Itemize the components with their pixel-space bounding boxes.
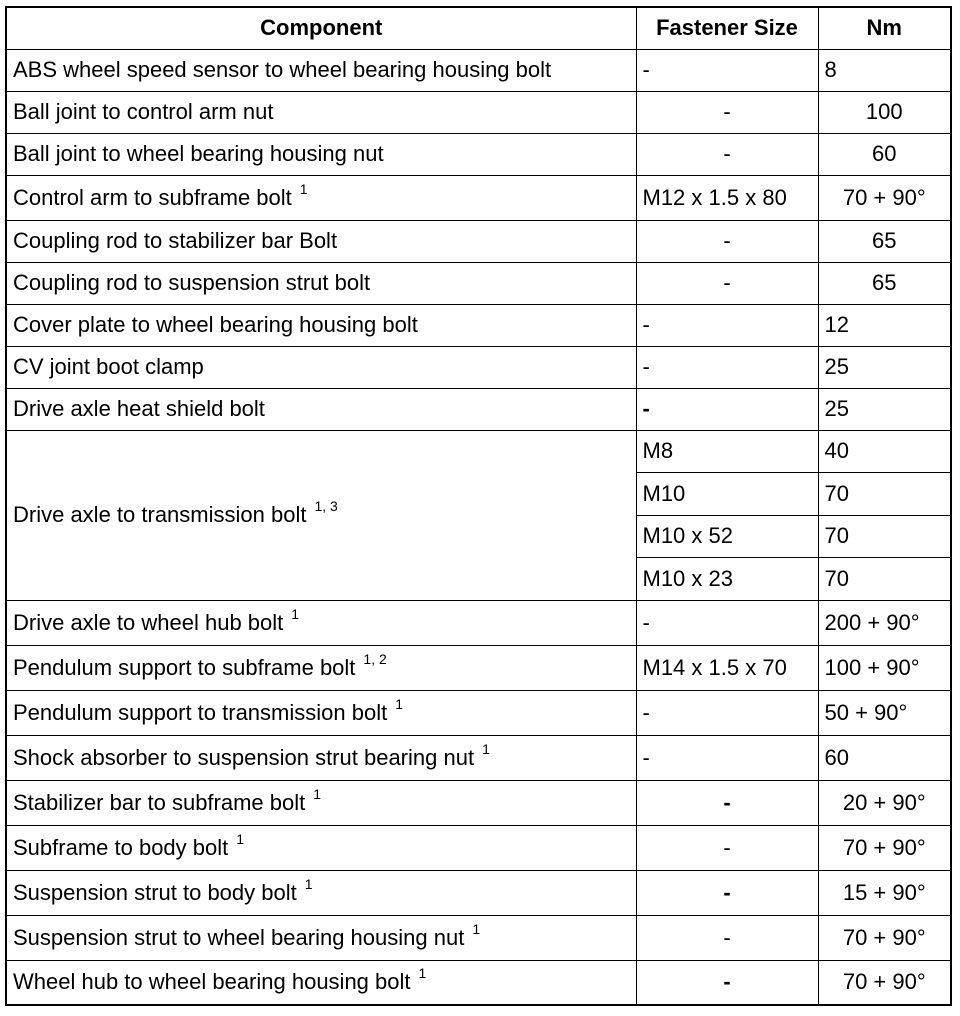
nm-cell: 20 + 90° bbox=[818, 780, 951, 825]
nm-cell: 70 bbox=[818, 515, 951, 558]
component-cell: Drive axle to wheel hub bolt $^1$ bbox=[6, 600, 636, 645]
component-cell: Stabilizer bar to subframe bolt $^1$ bbox=[6, 780, 636, 825]
fastener-size-cell: M10 x 52 bbox=[636, 515, 818, 558]
fastener-size-cell: - bbox=[636, 133, 818, 175]
fastener-size-cell: - bbox=[636, 690, 818, 735]
component-cell: Control arm to subframe bolt $^1$ bbox=[6, 175, 636, 220]
fastener-size-cell: - bbox=[636, 735, 818, 780]
footnote-marker: 1 bbox=[472, 920, 481, 937]
nm-cell: 60 bbox=[818, 735, 951, 780]
fastener-size-cell: - bbox=[636, 870, 818, 915]
nm-cell: 25 bbox=[818, 346, 951, 388]
fastener-size-cell: - bbox=[636, 49, 818, 91]
fastener-size-cell: M8 bbox=[636, 430, 818, 473]
footnote-marker: 1 bbox=[304, 875, 313, 892]
component-cell: Wheel hub to wheel bearing housing bolt $^1$ bbox=[6, 960, 636, 1005]
component-cell: Coupling rod to stabilizer bar Bolt bbox=[6, 220, 636, 262]
table-row bbox=[6, 780, 951, 825]
nm-cell: 100 bbox=[818, 91, 951, 133]
component-cell: CV joint boot clamp bbox=[6, 346, 636, 388]
fastener-size-cell: - bbox=[636, 915, 818, 960]
table-row bbox=[6, 133, 951, 175]
component-cell: Drive axle to transmission bolt $^{1, 3}$ bbox=[6, 430, 636, 600]
component-cell: Ball joint to wheel bearing housing nut bbox=[6, 133, 636, 175]
footnote-marker: 1 bbox=[482, 740, 490, 757]
table-row bbox=[6, 220, 951, 262]
fastener-size-cell: - bbox=[636, 220, 818, 262]
component-cell: Cover plate to wheel bearing housing bolt bbox=[6, 304, 636, 346]
table-row bbox=[6, 690, 951, 735]
footnote-marker: 1 bbox=[291, 605, 300, 622]
table-row bbox=[6, 430, 951, 473]
nm-cell: 50 + 90° bbox=[818, 690, 951, 735]
component-cell: Shock absorber to suspension strut bearing nut $^1$ bbox=[6, 735, 636, 780]
nm-cell: 65 bbox=[818, 262, 951, 304]
table-row bbox=[6, 175, 951, 220]
component-cell: Coupling rod to suspension strut bolt bbox=[6, 262, 636, 304]
component-cell: Suspension strut to wheel bearing housing nut $^1$ bbox=[6, 915, 636, 960]
nm-cell: 8 bbox=[818, 49, 951, 91]
table-row bbox=[6, 304, 951, 346]
table-row bbox=[6, 645, 951, 690]
component-cell: Pendulum support to transmission bolt $^1$ bbox=[6, 690, 636, 735]
fastener-size-cell: M12 x 1.5 x 80 bbox=[636, 175, 818, 220]
nm-cell: 65 bbox=[818, 220, 951, 262]
fastener-size-cell: - bbox=[636, 600, 818, 645]
header-component: Component bbox=[6, 7, 636, 49]
table-row bbox=[6, 262, 951, 304]
footnote-marker: 1, 2 bbox=[363, 650, 387, 667]
table-row bbox=[6, 49, 951, 91]
fastener-size-cell: - bbox=[636, 780, 818, 825]
fastener-size-cell: M10 bbox=[636, 473, 818, 516]
footnote-marker: 1, 3 bbox=[314, 498, 338, 514]
footnote-marker: 1 bbox=[418, 965, 427, 982]
table-row bbox=[6, 91, 951, 133]
torque-spec-table bbox=[5, 6, 952, 1006]
nm-cell: 200 + 90° bbox=[818, 600, 951, 645]
header-nm: Nm bbox=[818, 7, 951, 49]
component-cell: Drive axle heat shield bolt bbox=[6, 388, 636, 430]
table-row bbox=[6, 735, 951, 780]
fastener-size-cell: - bbox=[636, 346, 818, 388]
fastener-size-cell: M14 x 1.5 x 70 bbox=[636, 645, 818, 690]
component-cell: Pendulum support to subframe bolt $^{1, 2}$ bbox=[6, 645, 636, 690]
footnote-marker: 1 bbox=[299, 180, 308, 197]
fastener-size-cell: - bbox=[636, 304, 818, 346]
nm-cell: 70 + 90° bbox=[818, 175, 951, 220]
nm-cell: 60 bbox=[818, 133, 951, 175]
footnote-marker: 1 bbox=[395, 695, 403, 712]
nm-cell: 15 + 90° bbox=[818, 870, 951, 915]
fastener-size-cell: - bbox=[636, 262, 818, 304]
header-row bbox=[6, 7, 951, 49]
component-cell: Suspension strut to body bolt $^1$ bbox=[6, 870, 636, 915]
fastener-size-cell: M10 x 23 bbox=[636, 558, 818, 601]
table-row bbox=[6, 825, 951, 870]
nm-cell: 70 + 90° bbox=[818, 825, 951, 870]
table-row bbox=[6, 346, 951, 388]
nm-cell: 100 + 90° bbox=[818, 645, 951, 690]
table-row bbox=[6, 915, 951, 960]
table-row bbox=[6, 960, 951, 1005]
fastener-size-cell: - bbox=[636, 825, 818, 870]
footnote-marker: 1 bbox=[236, 830, 245, 847]
nm-cell: 70 bbox=[818, 473, 951, 516]
fastener-size-cell: - bbox=[636, 388, 818, 430]
nm-cell: 70 bbox=[818, 558, 951, 601]
table-row bbox=[6, 388, 951, 430]
nm-cell: 12 bbox=[818, 304, 951, 346]
nm-cell: 70 + 90° bbox=[818, 960, 951, 1005]
table-row bbox=[6, 870, 951, 915]
component-cell: Ball joint to control arm nut bbox=[6, 91, 636, 133]
fastener-size-cell: - bbox=[636, 960, 818, 1005]
nm-cell: 40 bbox=[818, 430, 951, 473]
nm-cell: 25 bbox=[818, 388, 951, 430]
header-fastener-size: Fastener Size bbox=[636, 7, 818, 49]
footnote-marker: 1 bbox=[313, 785, 322, 802]
nm-cell: 70 + 90° bbox=[818, 915, 951, 960]
component-cell: Subframe to body bolt $^1$ bbox=[6, 825, 636, 870]
fastener-size-cell: - bbox=[636, 91, 818, 133]
component-cell: ABS wheel speed sensor to wheel bearing housing bolt bbox=[6, 49, 636, 91]
table-row bbox=[6, 600, 951, 645]
